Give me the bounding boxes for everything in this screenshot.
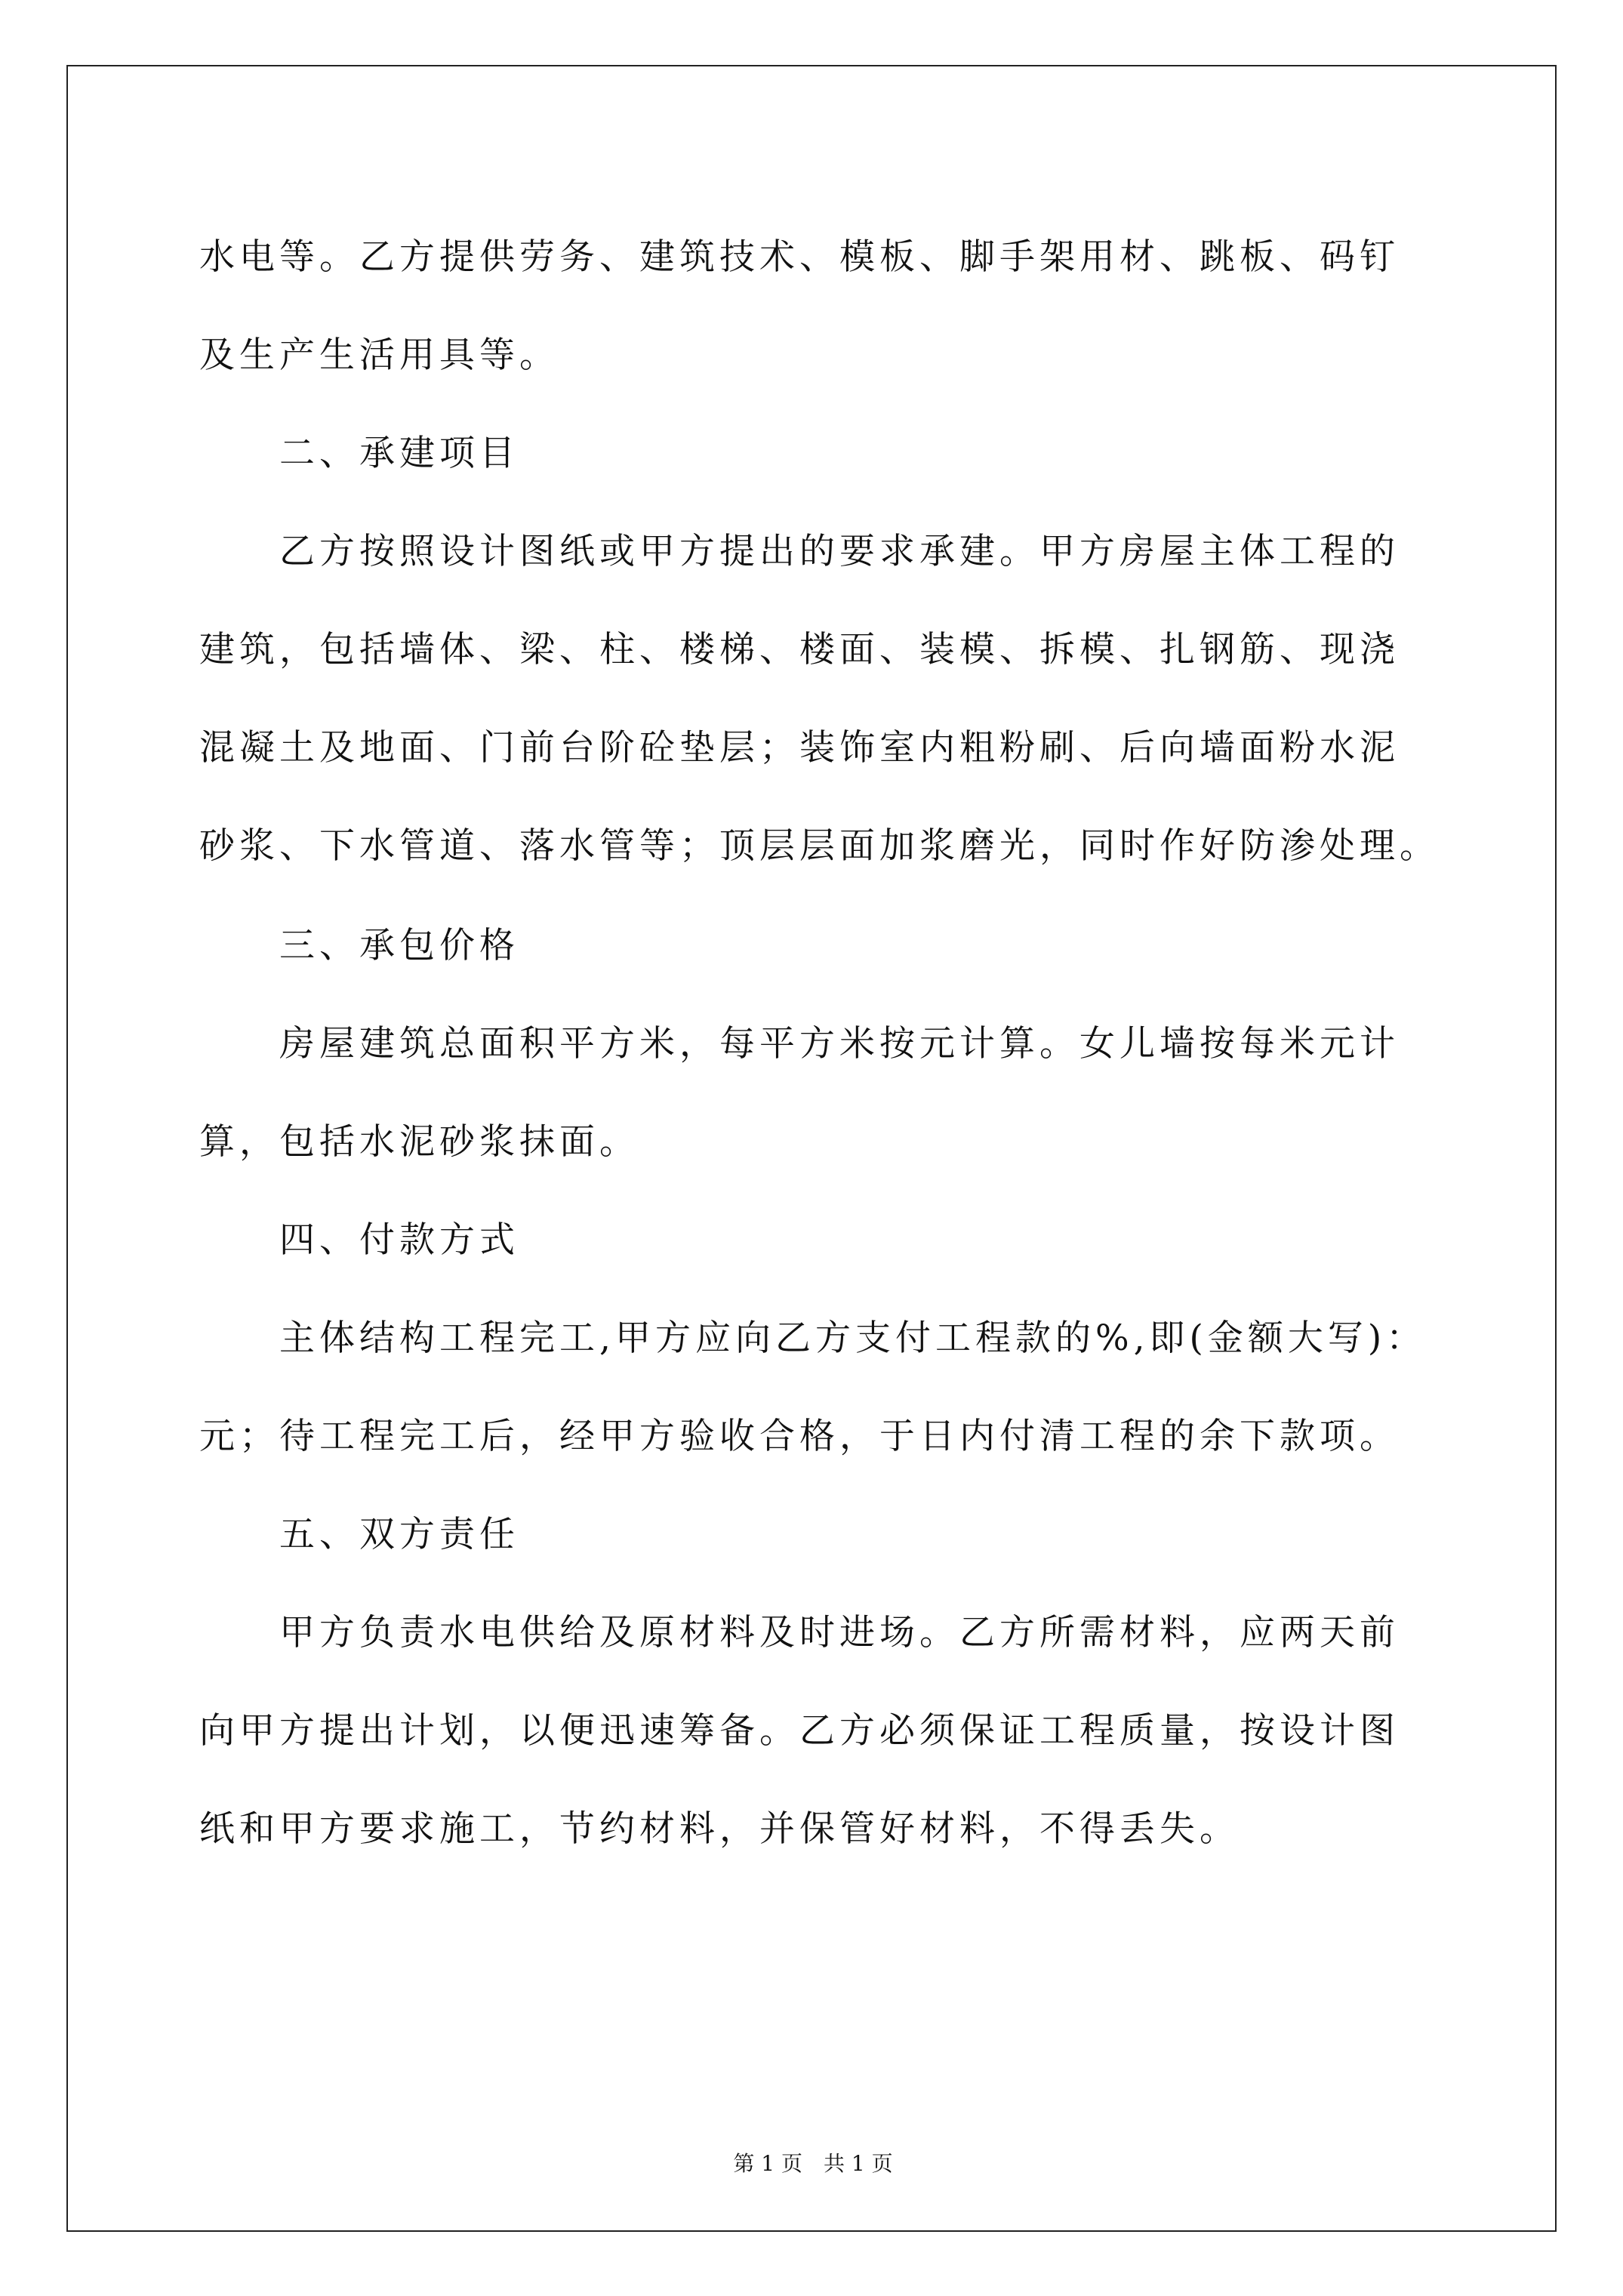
page-footer <box>68 2149 1558 2179</box>
text-line: 水电等。乙方提供劳务、建筑技术、模板、脚手架用材、跳板、码钉 <box>199 236 1400 278</box>
section-heading: 四、付款方式 <box>279 1219 519 1261</box>
page-total: 共 1 页 <box>824 2151 893 2176</box>
paragraph-start: 甲方负责水电供给及原材料及时进场。乙方所需材料，应两天前 <box>279 1612 1400 1653</box>
text-line: 纸和甲方要求施工，节约材料，并保管好材料，不得丢失。 <box>199 1808 1240 1850</box>
document-page <box>66 65 1557 2232</box>
paragraph-start: 主体结构工程完工,甲方应向乙方支付工程款的%,即(金额大写)： <box>279 1318 1427 1359</box>
section-heading: 三、承包价格 <box>279 925 519 966</box>
paragraph-start: 乙方按照设计图纸或甲方提出的要求承建。甲方房屋主体工程的 <box>279 531 1400 572</box>
text-line: 及生产生活用具等。 <box>199 334 559 376</box>
section-heading: 五、双方责任 <box>279 1514 519 1555</box>
text-line: 建筑，包括墙体、梁、柱、楼梯、楼面、装模、拆模、扎钢筋、现浇 <box>199 629 1400 670</box>
paragraph-start: 房屋建筑总面积平方米，每平方米按元计算。女儿墙按每米元计 <box>279 1023 1400 1065</box>
page-number: 第 1 页 <box>733 2151 802 2176</box>
text-line: 向甲方提出计划，以便迅速筹备。乙方必须保证工程质量，按设计图 <box>199 1710 1400 1752</box>
text-line: 混凝土及地面、门前台阶砼垫层；装饰室内粗粉刷、后向墙面粉水泥 <box>199 727 1400 769</box>
text-line: 算，包括水泥砂浆抹面。 <box>199 1121 639 1163</box>
text-line: 元；待工程完工后，经甲方验收合格，于日内付清工程的余下款项。 <box>199 1416 1400 1457</box>
section-heading: 二、承建项目 <box>279 433 519 474</box>
text-line: 砂浆、下水管道、落水管等；顶层层面加浆磨光，同时作好防渗处理。 <box>199 825 1440 867</box>
